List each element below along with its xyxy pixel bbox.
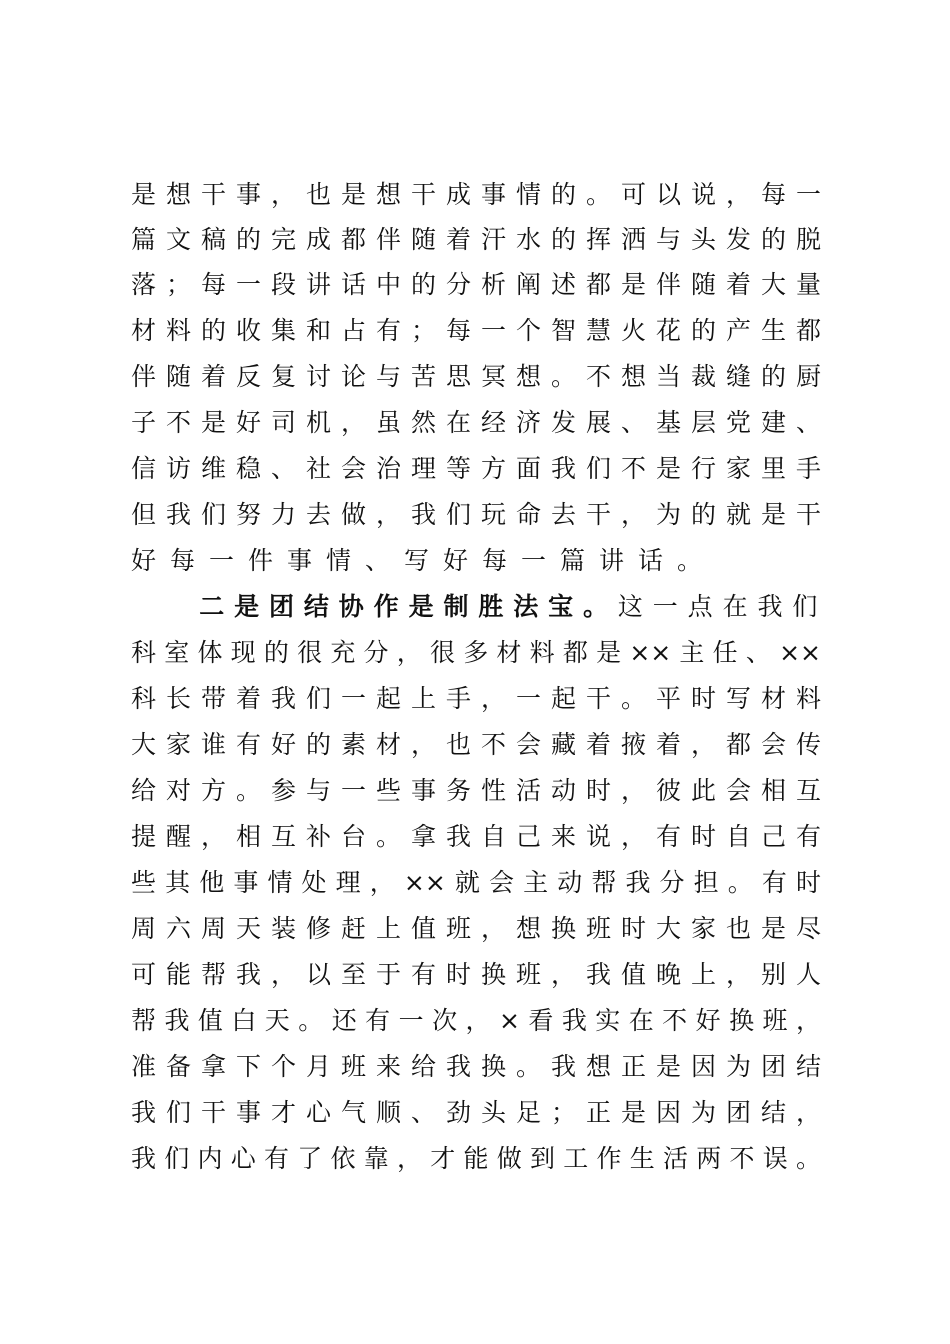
text-line: 篇文稿的完成都伴随着汗水的挥洒与头发的脱: [131, 225, 821, 254]
text-line: 科长带着我们一起上手，一起干。平时写材料: [131, 684, 821, 713]
text-line: 落；每一段讲话中的分析阐述都是伴随着大量: [131, 270, 821, 299]
text-line: 可能帮我，以至于有时换班，我值晚上，别人: [131, 960, 821, 989]
text-line: 子不是好司机，虽然在经济发展、基层党建、: [131, 408, 821, 437]
text-line: 准备拿下个月班来给我换。我想正是因为团结: [131, 1052, 821, 1081]
section-first-line: [131, 584, 821, 630]
section-heading: 二是团结协作是制胜法宝。: [193, 592, 618, 621]
text-line: 帮我值白天。还有一次，×看我实在不好换班，: [131, 1006, 821, 1035]
text-line: 伴随着反复讨论与苦思冥想。不想当裁缝的厨: [131, 362, 821, 391]
text-line: 大家谁有好的素材，也不会藏着掖着，都会传: [131, 730, 821, 759]
text-line: 信访维稳、社会治理等方面我们不是行家里手: [131, 454, 821, 483]
section-first-line-text: 这一点在我们: [617, 592, 821, 621]
text-line: 我们内心有了依靠，才能做到工作生活两不误。: [131, 1144, 821, 1173]
text-line: 给对方。参与一些事务性活动时，彼此会相互: [131, 776, 821, 805]
text-line: 提醒，相互补台。拿我自己来说，有时自己有: [131, 822, 821, 851]
text-line: 些其他事情处理，××就会主动帮我分担。有时: [131, 868, 821, 897]
text-line: 周六周天装修赶上值班，想换班时大家也是尽: [131, 914, 821, 943]
text-line: 材料的收集和占有；每一个智慧火花的产生都: [131, 316, 821, 345]
text-line: 但我们努力去做，我们玩命去干，为的就是干: [131, 500, 821, 529]
text-line: 是想干事，也是想干成事情的。可以说，每一: [131, 180, 821, 209]
text-line: 好每一件事情、写好每一篇讲话。: [131, 546, 717, 575]
text-line: 我们干事才心气顺、劲头足；正是因为团结，: [131, 1098, 821, 1127]
text-line: 科室体现的很充分，很多材料都是××主任、××: [131, 638, 821, 667]
